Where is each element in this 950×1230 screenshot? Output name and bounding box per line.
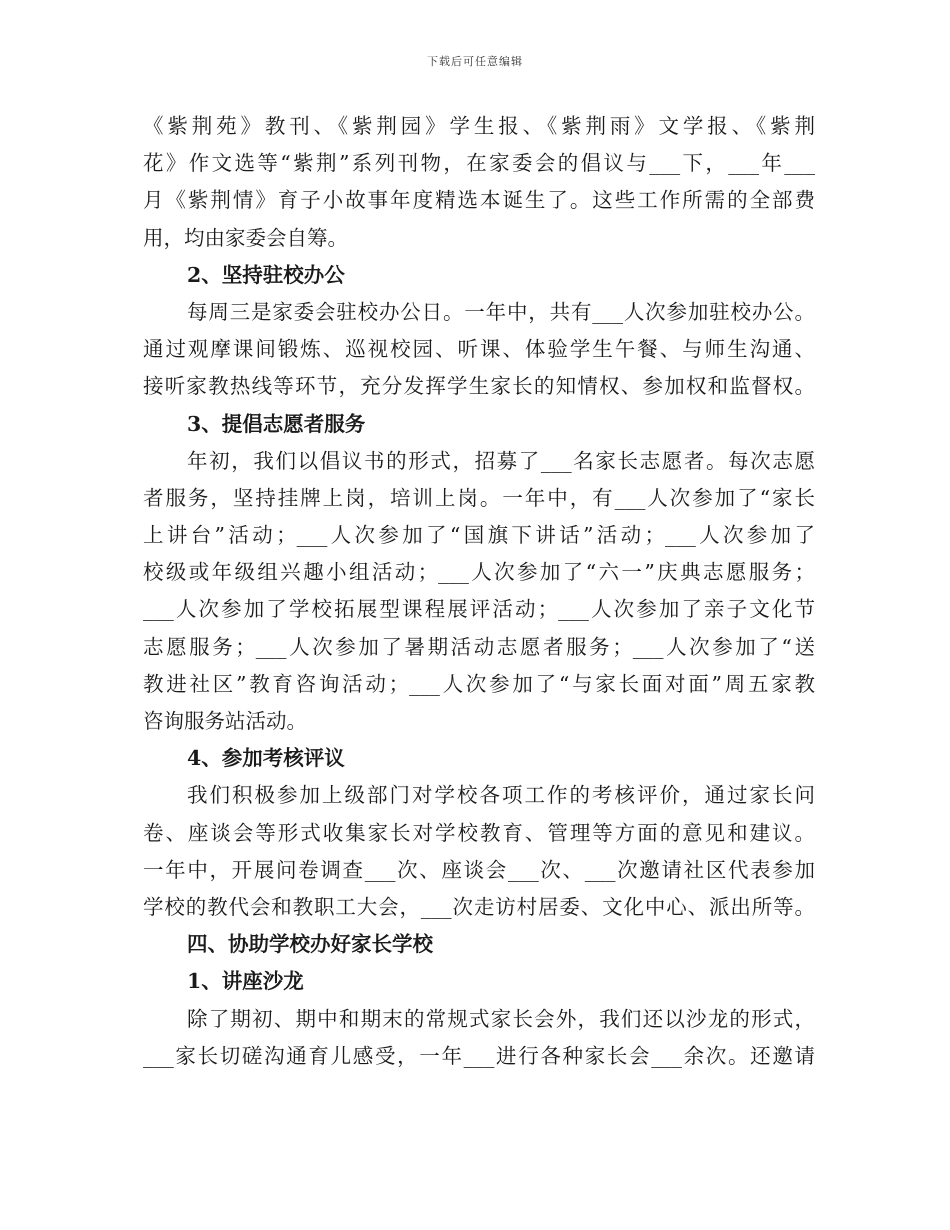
page-header: 下载后可任意编辑 (427, 55, 523, 68)
paragraph-first-line: 我们积极参加上级部门对学校各项工作的考核评价，通过家长问 (187, 783, 815, 808)
paragraph-line: 志愿服务；___人次参加了暑期活动志愿者服务；___人次参加了“送 (143, 634, 815, 659)
paragraph-line: 者服务，坚持挂牌上岗，培训上岗。一年中，有___人次参加了“家长 (143, 485, 815, 510)
section-heading: 2、坚持驻校办公 (187, 262, 345, 287)
paragraph-line: 教进社区”教育咨询活动；___人次参加了“与家长面对面”周五家教 (143, 671, 815, 696)
paragraph-line: 校级或年级组兴趣小组活动；___人次参加了“六一”庆典志愿服务； (143, 560, 815, 585)
paragraph-line: 《紫荆苑》教刊、《紫荆园》学生报、《紫荆雨》文学报、《紫荆 (143, 114, 815, 138)
paragraph-first-line: 年初，我们以倡议书的形式，招募了___名家长志愿者。每次志愿 (187, 448, 815, 473)
paragraph-line: 接听家教热线等环节，充分发挥学生家长的知情权、参加权和监督权。 (143, 374, 815, 399)
paragraph-line: 卷、座谈会等形式收集家长对学校教育、管理等方面的意见和建议。 (143, 820, 815, 845)
paragraph-last-line: 咨询服务站活动。 (143, 709, 307, 733)
paragraph-line: 学校的教代会和教职工大会，___次走访村居委、文化中心、派出所等。 (143, 894, 815, 919)
paragraph-first-line: 除了期初、期中和期末的常规式家长会外，我们还以沙龙的形式， (187, 1006, 815, 1031)
paragraph-line: 月《紫荆情》育子小故事年度精选本诞生了。这些工作所需的全部费 (143, 188, 815, 213)
paragraph-line: 一年中，开展问卷调查___次、座谈会___次、___次邀请社区代表参加 (143, 857, 815, 882)
document-body (143, 108, 815, 1075)
section-heading: 1、讲座沙龙 (187, 969, 304, 994)
paragraph-last-line: 用，均由家委会自筹。 (143, 225, 348, 250)
paragraph-line: 上讲台”活动；___人次参加了“国旗下讲话”活动；___人次参加了 (143, 523, 815, 548)
paragraph-line: ___家长切磋沟通育儿感受，一年___进行各种家长会___余次。还邀请 (143, 1043, 815, 1068)
section-heading: 4、参加考核评议 (187, 746, 345, 771)
section-heading: 四、协助学校办好家长学校 (187, 932, 433, 957)
paragraph-line: ___人次参加了学校拓展型课程展评活动；___人次参加了亲子文化节 (143, 597, 815, 622)
paragraph-first-line: 每周三是家委会驻校办公日。一年中，共有___人次参加驻校办公。 (187, 299, 815, 324)
paragraph-line: 花》作文选等“紫荆”系列刊物，在家委会的倡议与___下，___年___ (143, 151, 815, 176)
section-heading: 3、提倡志愿者服务 (187, 411, 366, 436)
paragraph-line: 通过观摩课间锻炼、巡视校园、听课、体验学生午餐、与师生沟通、 (143, 337, 815, 362)
